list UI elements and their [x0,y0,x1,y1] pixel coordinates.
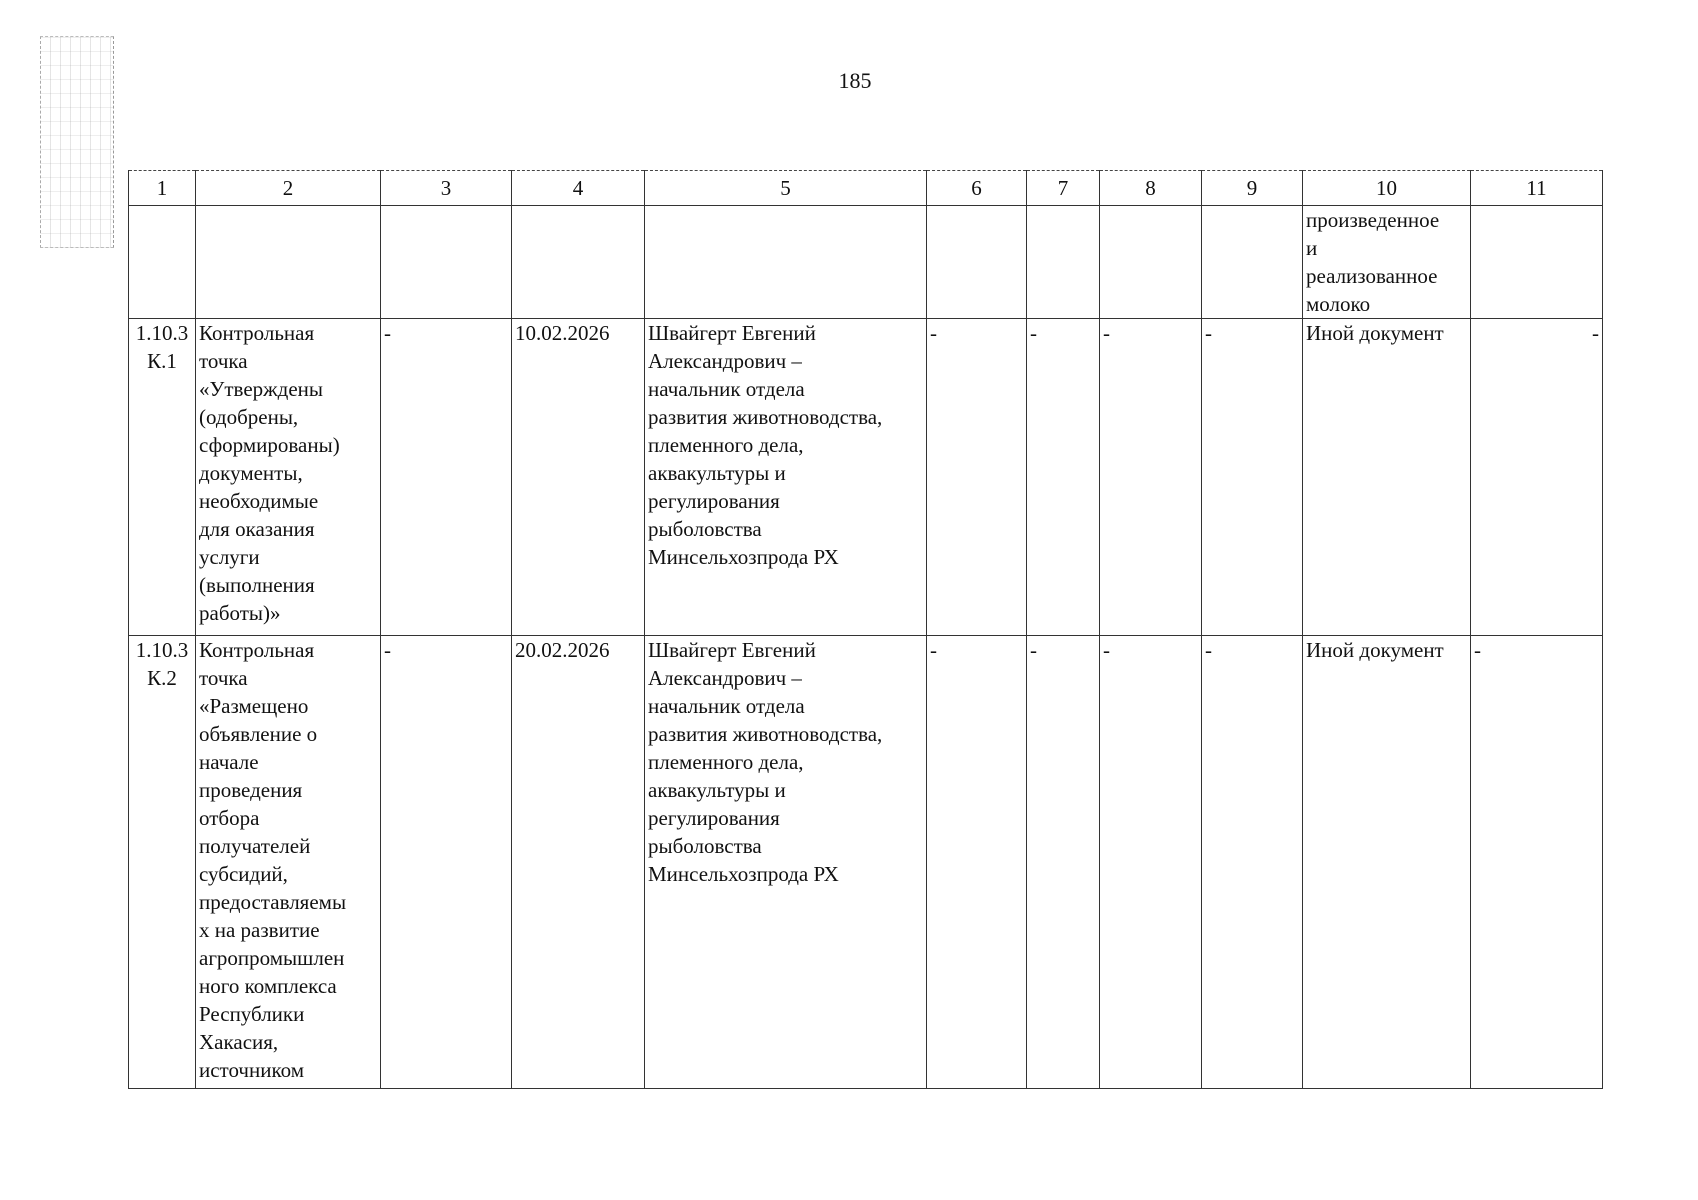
cell-col3: - [381,319,512,636]
header-cell-11: 11 [1471,171,1603,206]
cell-col11: - [1471,319,1603,636]
cell-col6: - [927,636,1027,1089]
stamp-mark [40,36,114,248]
cell-col8 [1100,206,1202,319]
header-cell-5: 5 [645,171,927,206]
header-row [129,171,1603,206]
header-cell-7: 7 [1027,171,1100,206]
cell-responsible: Швайгерт Евгений Александрович – начальник отдела развития животноводства, племенного дела, аквакультуры и регулирования рыболовства Минсельхозпрода РХ [645,319,927,636]
cell-date: 10.02.2026 [512,319,645,636]
cell-col11 [1471,206,1603,319]
cell-col11: - [1471,636,1603,1089]
cell-col3 [381,206,512,319]
header-cell-1: 1 [129,171,196,206]
header-cell-6: 6 [927,171,1027,206]
header-cell-8: 8 [1100,171,1202,206]
table-row-continuation [129,206,1603,319]
header-cell-4: 4 [512,171,645,206]
cell-col3: - [381,636,512,1089]
header-cell-10: 10 [1303,171,1471,206]
table-row-k2 [129,636,1603,1089]
cell-document-type: Иной документ [1303,636,1471,1089]
header-cell-3: 3 [381,171,512,206]
cell-date [512,206,645,319]
table-row-k1 [129,319,1603,636]
cell-col7: - [1027,319,1100,636]
cell-responsible [645,206,927,319]
cell-number: 1.10.3 К.2 [129,636,196,1089]
cell-name: Контрольная точка «Утверждены (одобрены, сформированы) документы, необходимые для оказания услуги (выполнения работы)» [196,319,381,636]
cell-col9: - [1202,636,1303,1089]
header-cell-9: 9 [1202,171,1303,206]
cell-document-type: произведенное и реализованное молоко [1303,206,1471,319]
plan-table [128,170,1603,1089]
cell-col8: - [1100,319,1202,636]
cell-number [129,206,196,319]
cell-responsible: Швайгерт Евгений Александрович – начальник отдела развития животноводства, племенного дела, аквакультуры и регулирования рыболовства Минсельхозпрода РХ [645,636,927,1089]
page-number: 185 [838,68,872,93]
cell-col6: - [927,319,1027,636]
cell-name: Контрольная точка «Размещено объявление о начале проведения отбора получателей субсидий, предоставляемы х на развитие агропромышлен ного комплекса Республики Хакасия, источником [196,636,381,1089]
cell-col7 [1027,206,1100,319]
cell-col6 [927,206,1027,319]
cell-number: 1.10.3 К.1 [129,319,196,636]
cell-col7: - [1027,636,1100,1089]
cell-col9: - [1202,319,1303,636]
cell-document-type: Иной документ [1303,319,1471,636]
header-cell-2: 2 [196,171,381,206]
cell-date: 20.02.2026 [512,636,645,1089]
cell-col9 [1202,206,1303,319]
cell-name [196,206,381,319]
cell-col8: - [1100,636,1202,1089]
